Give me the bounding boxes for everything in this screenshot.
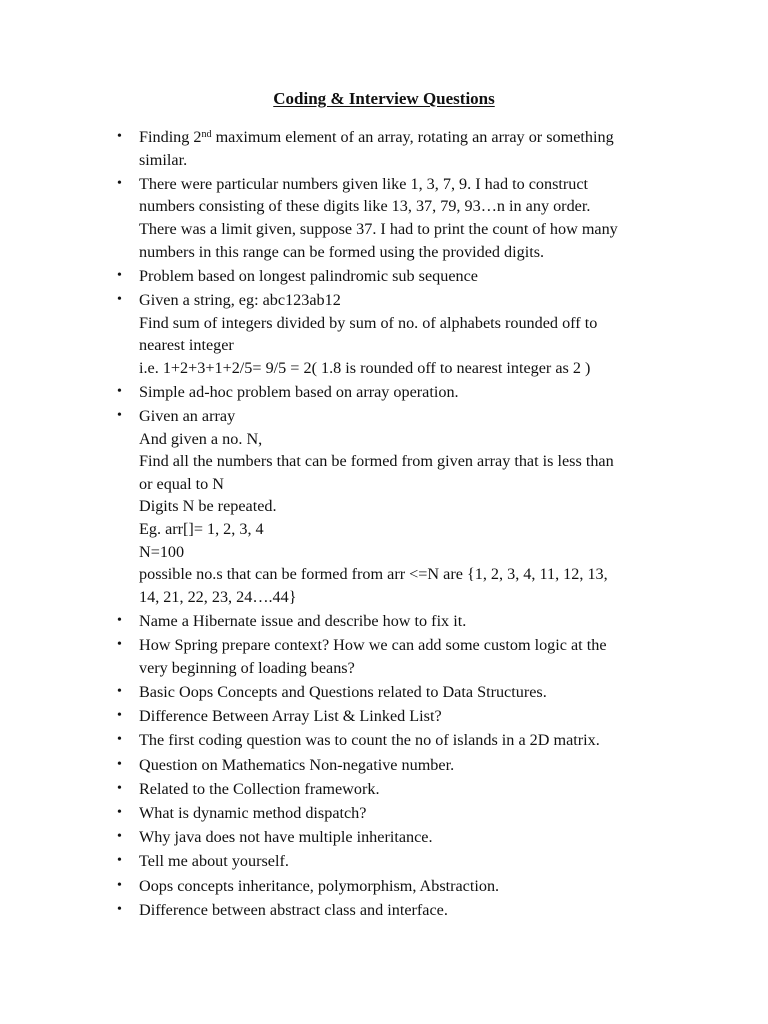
bullet-icon: •: [117, 129, 122, 144]
list-item-line: Difference between abstract class and interface.: [139, 900, 448, 919]
list-item: [115, 126, 705, 171]
list-item-line: How Spring prepare context? How we can add some custom logic at the: [139, 636, 607, 655]
document-title-text: Coding & Interview Questions: [273, 89, 495, 108]
list-item: [115, 754, 705, 777]
list-item: [115, 826, 705, 849]
list-item-line: Problem based on longest palindromic sub sequence: [139, 266, 478, 285]
list-item-line: Tell me about yourself.: [139, 852, 289, 871]
list-item-line: Digits N be repeated.: [139, 497, 277, 516]
bullet-icon: •: [117, 383, 122, 399]
question-list: [115, 126, 705, 923]
list-item: [115, 405, 705, 608]
list-item-line: or equal to N: [139, 474, 224, 493]
list-item: [115, 681, 705, 704]
list-item-line: i.e. 1+2+3+1+2/5= 9/5 = 2( 1.8 is rounded off to nearest integer as 2 ): [139, 358, 591, 377]
bullet-icon: •: [117, 291, 122, 307]
list-item-line: Related to the Collection framework.: [139, 779, 380, 798]
list-item-line: What is dynamic method dispatch?: [139, 803, 367, 822]
list-item-line: Basic Oops Concepts and Questions related to Data Structures.: [139, 683, 547, 701]
list-item-line: Name a Hibernate issue and describe how to fix it.: [139, 612, 467, 631]
list-item-line: possible no.s that can be formed from arr <=N are {1, 2, 3, 4, 11, 12, 13,: [139, 565, 608, 584]
bullet-icon: •: [117, 732, 122, 748]
list-item-line: numbers consisting of these digits like 13, 37, 79, 93…n in any order.: [139, 197, 591, 216]
list-item-line: Why java does not have multiple inheritance.: [139, 828, 433, 847]
list-item-line: very beginning of loading beans?: [139, 658, 355, 677]
list-item-line: Difference Between Array List & Linked List?: [139, 707, 442, 726]
list-item: [115, 802, 705, 825]
list-item: [115, 778, 705, 801]
bullet-icon: •: [117, 175, 122, 191]
bullet-icon: •: [117, 780, 122, 796]
list-item-line: similar.: [139, 150, 188, 169]
bullet-icon: •: [117, 637, 122, 653]
bullet-icon: •: [117, 853, 122, 869]
list-item: [115, 610, 705, 633]
document-title: [0, 89, 768, 109]
list-item-line: The first coding question was to count the no of islands in a 2D matrix.: [139, 731, 600, 750]
list-item-line: There was a limit given, suppose 37. I had to print the count of how many: [139, 219, 618, 238]
list-item: [115, 875, 705, 898]
list-item-line: Simple ad-hoc problem based on array operation.: [139, 382, 459, 401]
list-item: [115, 729, 705, 752]
list-item-line: Question on Mathematics Non-negative number.: [139, 755, 455, 774]
list-item-line: Given a string, eg: abc123ab12: [139, 290, 341, 309]
list-item-line: Find all the numbers that can be formed from given array that is less than: [139, 452, 614, 471]
bullet-icon: •: [117, 613, 122, 629]
bullet-icon: •: [117, 408, 122, 424]
list-item-line: nearest integer: [139, 336, 234, 355]
list-item: [115, 899, 705, 922]
list-item: [115, 173, 705, 263]
bullet-icon: •: [117, 877, 122, 893]
bullet-icon: •: [117, 901, 122, 917]
bullet-icon: •: [117, 756, 122, 772]
list-item-line: Eg. arr[]= 1, 2, 3, 4: [139, 520, 264, 539]
list-item-line: N=100: [139, 542, 185, 561]
list-item-line: Find sum of integers divided by sum of no. of alphabets rounded off to: [139, 313, 598, 332]
list-item: [115, 381, 705, 404]
list-item-line: numbers in this range can be formed using the provided digits.: [139, 242, 545, 261]
list-item: [115, 289, 705, 379]
list-item-line: There were particular numbers given like 1, 3, 7, 9. I had to construct: [139, 174, 589, 193]
bullet-icon: •: [117, 708, 122, 724]
list-item-line: Given an array: [139, 407, 236, 426]
list-item-line: 14, 21, 22, 23, 24….44}: [139, 587, 297, 606]
bullet-icon: •: [117, 684, 122, 699]
list-item-line: Oops concepts inheritance, polymorphism, Abstraction.: [139, 876, 500, 895]
list-item: [115, 705, 705, 728]
list-item-line: Finding 2nd maximum element of an array, rotating an array or something: [139, 128, 614, 146]
list-item: [115, 850, 705, 873]
list-item-line: And given a no. N,: [139, 429, 263, 448]
list-item: [115, 634, 705, 679]
list-item: [115, 265, 705, 288]
bullet-icon: •: [117, 267, 122, 283]
bullet-icon: •: [117, 829, 122, 845]
bullet-icon: •: [117, 804, 122, 820]
